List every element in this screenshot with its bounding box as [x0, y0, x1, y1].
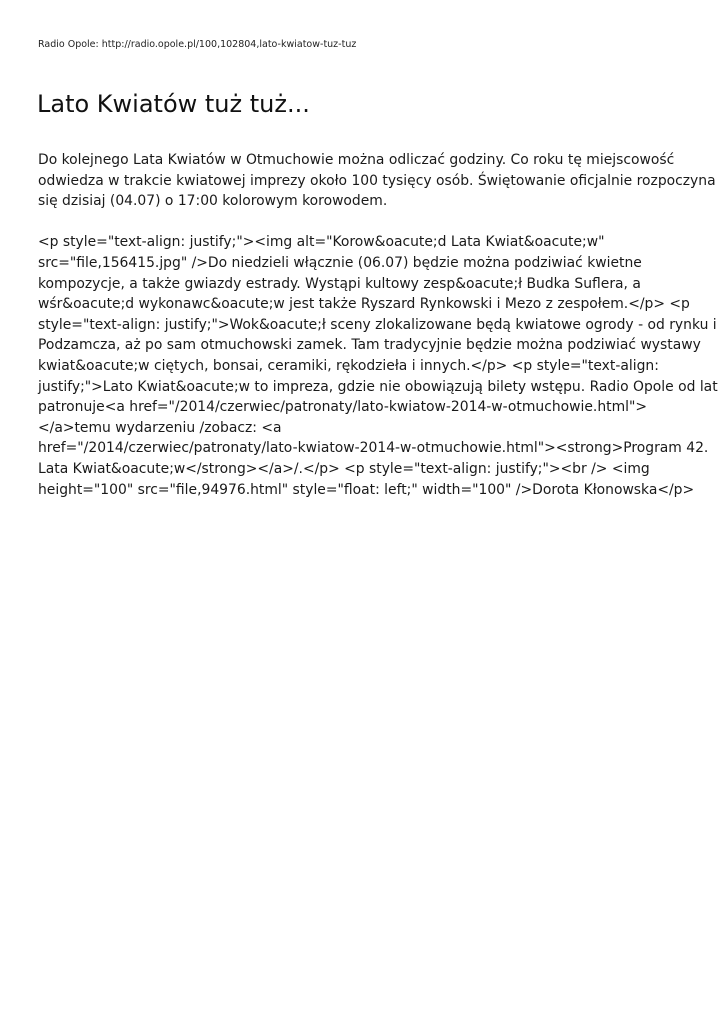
body-line: justify;">Lato Kwiat&oacute;w to impreza, gdzie nie obowiązują bilety wstępu. Radio Opole od lat — [38, 378, 718, 395]
body-line: Lata Kwiat&oacute;w</strong></a>/.</p> <p style="text-align: justify;"><br /> <img — [38, 460, 650, 477]
lead-line: odwiedza w trakcie kwiatowej imprezy około 100 tysięcy osób. Świętowanie oficjalnie rozpoczyna — [38, 172, 716, 189]
body-paragraph — [38, 232, 718, 500]
body-line: Podzamcza, aż po sam otmuchowski zamek. Tam tradycyjnie będzie można podziwiać wystawy — [38, 337, 701, 354]
source-url-line: Radio Opole: http://radio.opole.pl/100,102804,lato-kwiatow-tuz-tuz — [38, 39, 357, 50]
body-line: style="text-align: justify;">Wok&oacute;ł sceny zlokalizowane będą kwiatowe ogrody - od rynku i — [38, 316, 717, 333]
paragraph-spacer — [38, 212, 688, 233]
body-line: </a>temu wydarzeniu /zobacz: <a — [38, 419, 282, 436]
body-line: kompozycje, a także gwiazdy estrady. Wystąpi kultowy zesp&oacute;ł Budka Suflera, a — [38, 275, 641, 292]
lead-line: się dzisiaj (04.07) o 17:00 kolorowym korowodem. — [38, 193, 388, 210]
article-title: Lato Kwiatów tuż tuż... — [37, 90, 310, 118]
lead-paragraph — [38, 150, 716, 212]
body-line: patronuje<a href="/2014/czerwiec/patronaty/lato-kwiatow-2014-w-otmuchowie.html"> — [38, 399, 647, 416]
body-line: wśr&oacute;d wykonawc&oacute;w jest także Ryszard Rynkowski i Mezo z zespołem.</p> <p — [38, 296, 690, 313]
body-line: kwiat&oacute;w ciętych, bonsai, ceramiki, rękodzieła i innych.</p> <p style="text-align: — [38, 357, 659, 374]
body-line: href="/2014/czerwiec/patronaty/lato-kwiatow-2014-w-otmuchowie.html"><strong>Program 42. — [38, 440, 709, 457]
body-line: <p style="text-align: justify;"><img alt="Korow&oacute;d Lata Kwiat&oacute;w" — [38, 234, 605, 251]
body-line: height="100" src="file,94976.html" style="float: left;" width="100" />Dorota Kłonowska</p> — [38, 481, 695, 498]
lead-line: Do kolejnego Lata Kwiatów w Otmuchowie można odliczać godziny. Co roku tę miejscowość — [38, 152, 675, 168]
article-content — [38, 150, 718, 500]
body-line: src="file,156415.jpg" />Do niedzieli włącznie (06.07) będzie można podziwiać kwietne — [38, 254, 642, 271]
